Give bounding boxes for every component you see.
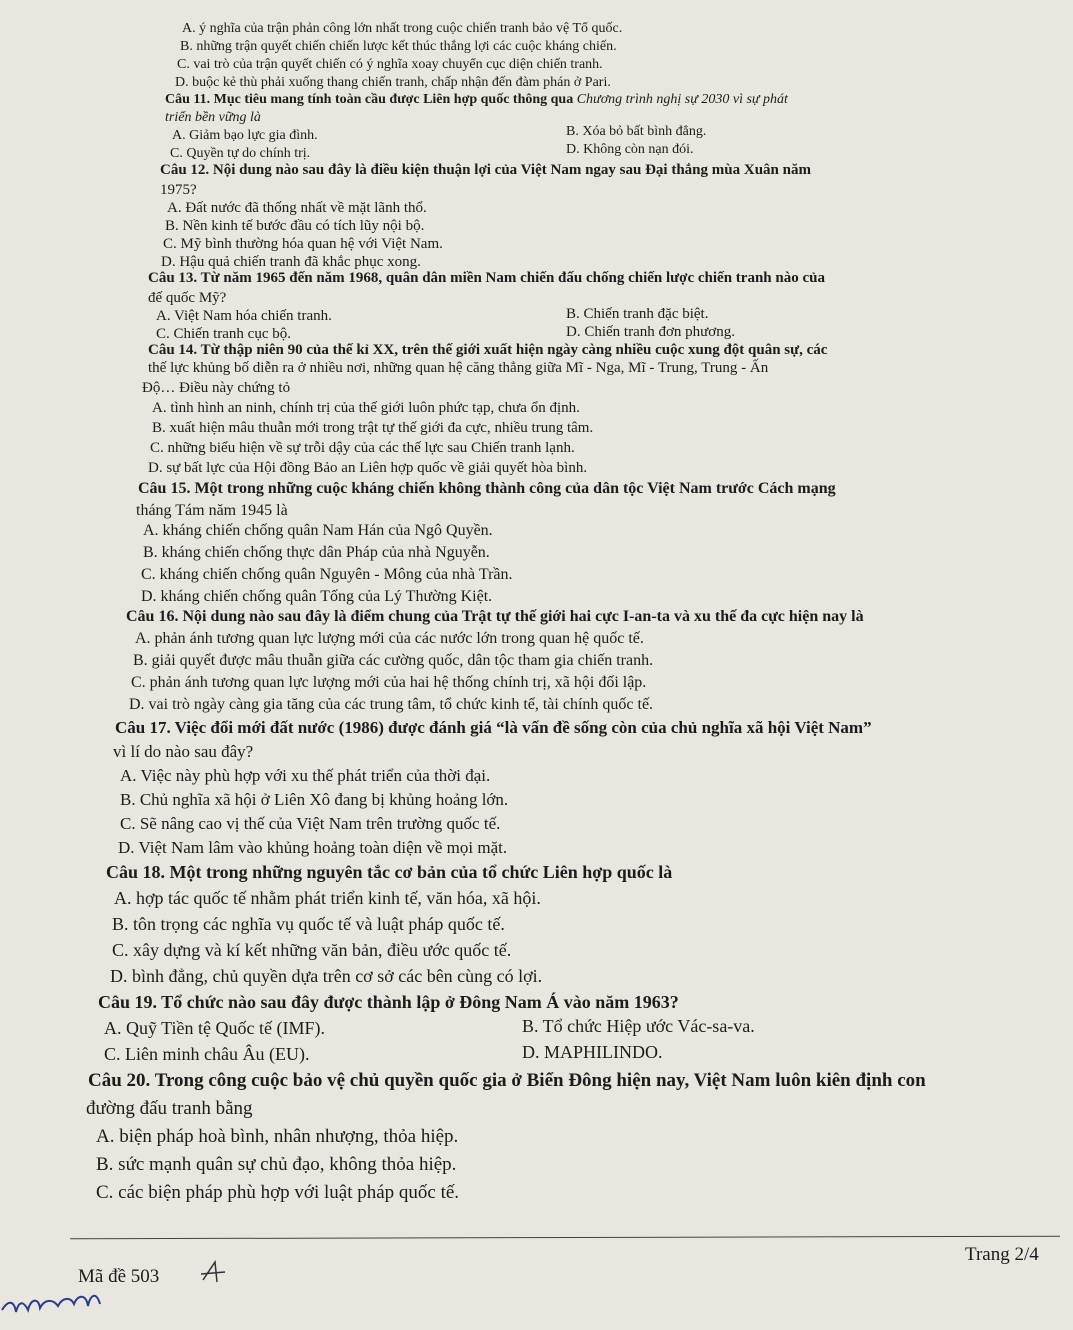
line-text: 1975? [160,182,197,198]
line-text: B. sức mạnh quân sự chủ đạo, không thỏa hiệp. [96,1154,457,1175]
line-text: C. phản ánh tương quan lực lượng mới của hai hệ thống chính trị, xã hội đối lập. [131,674,647,691]
page-number: Trang 2/4 [965,1244,1039,1265]
line-text: D. Không còn nạn đói. [566,142,694,157]
line-text: C. vai trò của trận quyết chiến có ý nghĩa xoay chuyển cục diện chiến tranh. [177,57,603,72]
question-text: Câu 14. Từ thập niên 90 của thế kỉ XX, trên thế giới xuất hiện ngày càng nhiều cuộc xung đột quân sự, các [148,342,828,358]
exam-code: Mã đề 503 [78,1266,160,1287]
line-text: A. ý nghĩa của trận phản công lớn nhất trong cuộc chiến tranh bảo vệ Tổ quốc. [182,21,623,36]
question-text: Câu 20. Trong công cuộc bảo vệ chủ quyền quốc gia ở Biển Đông hiện nay, Việt Nam luôn kiên định con [88,1070,926,1091]
line-text: B. tôn trọng các nghĩa vụ quốc tế và luật pháp quốc tế. [112,914,505,934]
line-text: B. Xóa bỏ bất bình đẳng. [566,124,707,139]
line-text: C. các biện pháp phù hợp với luật pháp quốc tế. [96,1182,460,1203]
line-text: B. Chủ nghĩa xã hội ở Liên Xô đang bị khủng hoảng lớn. [120,790,509,809]
line-text: B. giải quyết được mâu thuẫn giữa các cường quốc, dân tộc tham gia chiến tranh. [133,652,654,669]
signature [0,1270,160,1330]
line-text: A. kháng chiến chống quân Nam Hán của Ngô Quyền. [143,522,493,539]
question-text: Câu 16. Nội dung nào sau đây là điểm chung của Trật tự thế giới hai cực I-an-ta và xu thế đa cực hiện nay là [126,608,864,625]
line-text: D. MAPHILINDO. [522,1042,663,1062]
line-text: đế quốc Mỹ? [148,290,227,306]
line-text: A. biện pháp hoà bình, nhân nhượng, thỏa hiệp. [96,1126,459,1147]
question-text: Câu 11. Mục tiêu mang tính toàn cầu được Liên hợp quốc thông qua Chương trình nghị sự 2030 vì sự phát [165,92,788,107]
line-text: B. Chiến tranh đặc biệt. [566,306,709,322]
line-text: B. Tổ chức Hiệp ước Vác-sa-va. [522,1016,755,1036]
line-text: A. phản ánh tương quan lực lượng mới của các nước lớn trong quan hệ quốc tế. [135,630,644,647]
line-text: A. Việt Nam hóa chiến tranh. [156,308,332,324]
question-text: Câu 13. Từ năm 1965 đến năm 1968, quân dân miền Nam chiến đấu chống chiến lược chiến tranh nào của [148,270,825,286]
line-text: B. Nền kinh tế bước đầu có tích lũy nội bộ. [165,218,425,234]
line-text: D. buộc kẻ thù phải xuống thang chiến tranh, chấp nhận đến đàm phán ở Pari. [175,75,611,90]
line-text: D. Việt Nam lâm vào khủng hoảng toàn diện về mọi mặt. [118,838,508,857]
question-text: Câu 17. Việc đổi mới đất nước (1986) được đánh giá “là vấn đề sống còn của chủ nghĩa xã hội Việt Nam” [115,718,872,737]
line-text: A. Đất nước đã thống nhất về mặt lãnh thổ. [167,200,427,216]
line-text: D. vai trò ngày càng gia tăng của các trung tâm, tổ chức kinh tế, tài chính quốc tế. [129,696,654,713]
line-text: vì lí do nào sau đây? [113,742,254,761]
line-text: C. xây dựng và kí kết những văn bản, điều ước quốc tế. [112,940,512,960]
question-text: Câu 19. Tổ chức nào sau đây được thành lập ở Đông Nam Á vào năm 1963? [98,992,679,1012]
line-text: B. kháng chiến chống thực dân Pháp của nhà Nguyễn. [143,544,490,561]
line-text: C. Sẽ nâng cao vị thế của Việt Nam trên trường quốc tế. [120,814,501,833]
line-text: D. kháng chiến chống quân Tống của Lý Thường Kiệt. [141,588,493,605]
line-text: thế lực khủng bố diễn ra ở nhiều nơi, những quan hệ căng thẳng giữa Mĩ - Nga, Mĩ - Trung, Trung - Ấn [148,360,769,376]
line-text: C. Mỹ bình thường hóa quan hệ với Việt Nam. [163,236,443,252]
line-text: triển bền vững là [165,110,261,125]
question-text: Câu 18. Một trong những nguyên tắc cơ bản của tổ chức Liên hợp quốc là [106,862,673,882]
line-text: C. Quyền tự do chính trị. [170,146,311,161]
line-text: D. bình đẳng, chủ quyền dựa trên cơ sở các bên cùng có lợi. [110,966,543,986]
line-text: đường đấu tranh bằng [86,1098,253,1119]
line-text: B. những trận quyết chiến chiến lược kết thúc thắng lợi các cuộc kháng chiến. [180,39,617,54]
line-text: A. Việc này phù hợp với xu thế phát triển của thời đại. [120,766,491,785]
line-text: A. tình hình an ninh, chính trị của thế giới luôn phức tạp, chưa ổn định. [152,400,580,416]
line-text: C. kháng chiến chống quân Nguyên - Mông của nhà Trần. [141,566,513,583]
line-text: A. hợp tác quốc tế nhằm phát triển kinh tế, văn hóa, xã hội. [114,888,541,908]
question-text: Câu 12. Nội dung nào sau đây là điều kiện thuận lợi của Việt Nam ngay sau Đại thắng mùa Xuân năm [160,162,811,178]
line-text: A. Giảm bạo lực gia đình. [172,128,318,143]
line-text: A. Quỹ Tiền tệ Quốc tế (IMF). [104,1018,325,1038]
line-text: C. Liên minh châu Âu (EU). [104,1044,310,1064]
line-text: D. Chiến tranh đơn phương. [566,324,735,340]
line-text: C. Chiến tranh cục bộ. [156,326,291,342]
pen-mark [195,1258,235,1288]
line-text: C. những biểu hiện về sự trỗi dậy của các thế lực sau Chiến tranh lạnh. [150,440,575,456]
line-text: tháng Tám năm 1945 là [136,502,288,519]
line-text: D. sự bất lực của Hội đồng Bảo an Liên hợp quốc về giải quyết hòa bình. [148,460,588,476]
line-text: Độ… Điều này chứng tỏ [142,380,291,396]
question-text: Câu 15. Một trong những cuộc kháng chiến không thành công của dân tộc Việt Nam trước Cách mạng [138,480,836,497]
line-text: D. Hậu quả chiến tranh đã khắc phục xong. [161,254,421,270]
line-text: B. xuất hiện mâu thuẫn mới trong trật tự thế giới đa cực, nhiều trung tâm. [152,420,594,436]
